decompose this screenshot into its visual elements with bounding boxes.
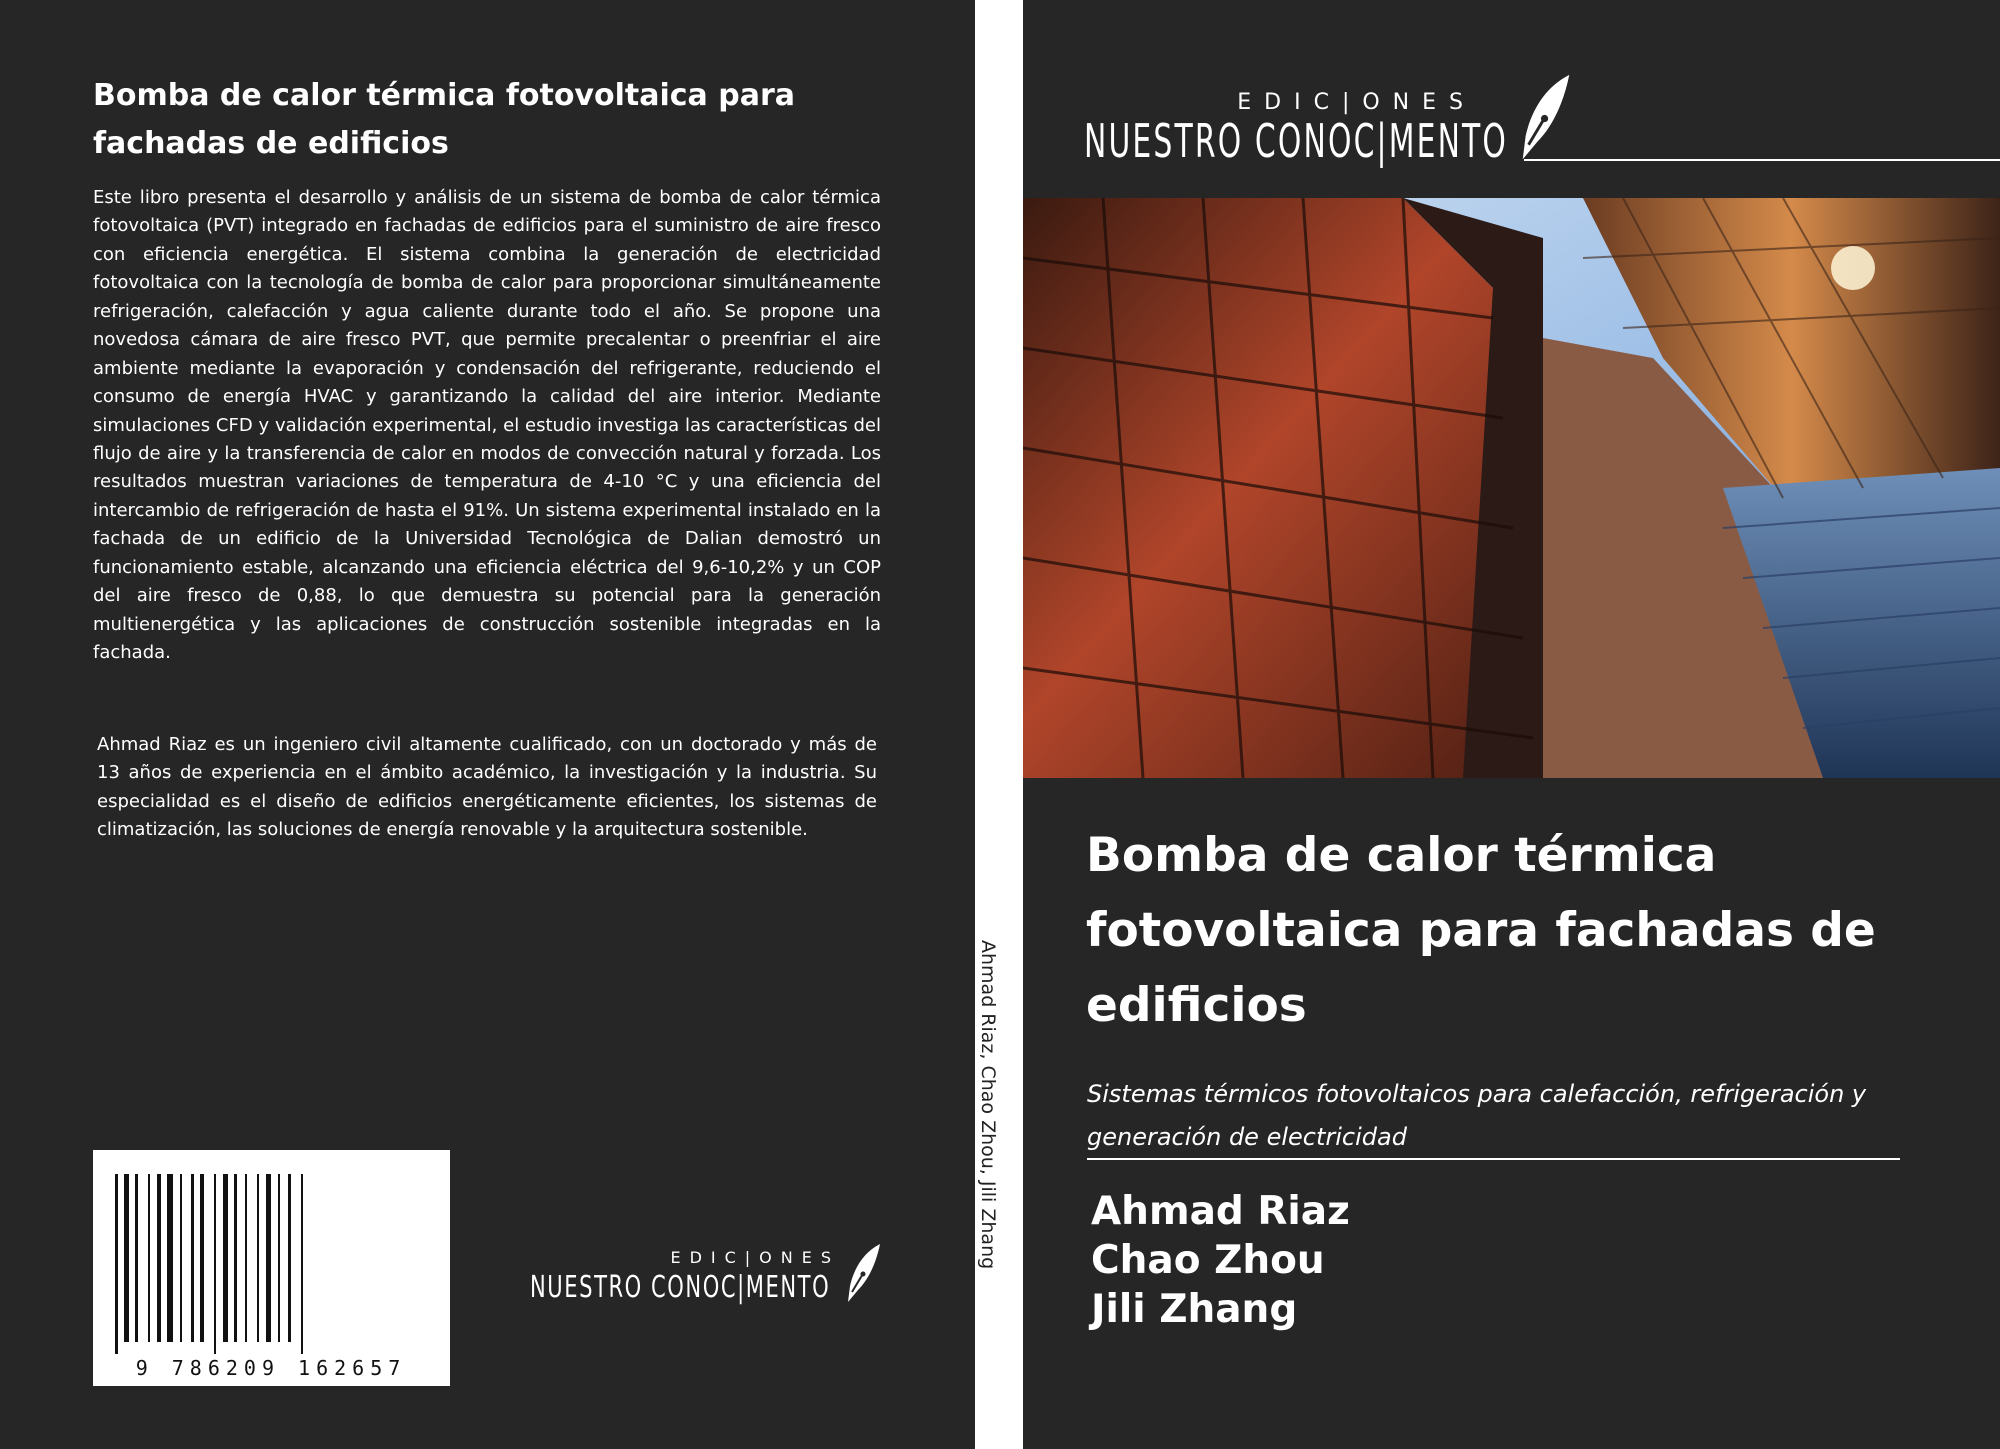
barcode-bar <box>200 1174 204 1342</box>
barcode-bar <box>278 1174 280 1342</box>
barcode-bar <box>245 1174 247 1342</box>
front-title: Bomba de calor térmica fotovoltaica para fachadas de edificios <box>1086 828 1876 1034</box>
cover-photo-skyscrapers <box>1023 198 2000 778</box>
barcode-bars <box>93 1150 450 1386</box>
barcode-bar <box>191 1174 194 1342</box>
barcode-bar <box>148 1174 150 1342</box>
subtitle-rule <box>1087 1158 1900 1160</box>
publisher-line1: EDIC|ONES <box>1237 90 1476 115</box>
barcode-bar <box>288 1174 291 1342</box>
author-list <box>1091 1188 1350 1334</box>
publisher-line1: EDIC|ONES <box>670 1248 840 1267</box>
barcode-bar <box>115 1174 118 1354</box>
barcode-bar <box>266 1174 271 1342</box>
logo-rule <box>1524 159 2000 161</box>
back-description: Este libro presenta el desarrollo y análisis de un sistema de bomba de calor térmica fotovoltaica (PVT) integrado en fachadas de edificios para el suministro de aire fresco con eficiencia energética. El sistema combina la generación de electricidad fotovoltaica con la tecnología de bomba de calor para proporcionar simultáneamente refrigeración, calefacción y agua caliente durante todo el año. Se propone una novedosa cámara de aire fresco PVT, que permite precalentar o preenfriar el aire ambiente mediante la evaporación y condensación del refrigerante, reduciendo el consumo de energía HVAC y garantizando la calidad del aire interior. Mediante simulaciones CFD y validación experimental, el estudio investiga las características del flujo de aire y la transferencia de calor en modos de convección natural y forzada. Los resultados muestran variaciones de temperatura de 4-10 °C y una eficiencia del intercambio de refrigeración de hasta el 91%. Un sistema experimental instalado en la fachada de un edificio de la Universidad Tecnológica de Dalian demostró un funcionamiento estable, alcanzando una eficiencia eléctrica del 9,6-10,2% y un COP del aire fresco de 0,88, lo que demuestra su potencial para la generación multienergética y las aplicaciones de construcción sostenible integradas en la fachada. <box>93 187 881 663</box>
front-subtitle: Sistemas térmicos fotovoltaicos para calefacción, refrigeración y generación de electricidad <box>1087 1080 1867 1152</box>
publisher-logo-back <box>530 1248 890 1308</box>
barcode-bar <box>135 1174 138 1342</box>
publisher-logo-front <box>1084 66 1944 176</box>
barcode-bar <box>180 1174 182 1342</box>
barcode-bar <box>301 1174 303 1354</box>
author-name: Chao Zhou <box>1091 1237 1325 1283</box>
publisher-line2: NUESTRO CONOC|MENTO <box>1084 114 1509 168</box>
author-bio: Ahmad Riaz es un ingeniero civil altamente cualificado, con un doctorado y más de 13 años de experiencia en el ámbito académico, la investigación y la industria. Su especialidad es el diseño de edificios energéticamente eficientes, los sistemas de climatización, las soluciones de energía renovable y la arquitectura sostenible. <box>97 734 877 841</box>
author-name: Ahmad Riaz <box>1091 1189 1350 1234</box>
author-name: Jili Zhang <box>1091 1286 1298 1332</box>
back-title: Bomba de calor térmica fotovoltaica para fachadas de edificios <box>93 78 795 161</box>
barcode-bar <box>167 1174 173 1342</box>
barcode-bar <box>257 1174 259 1342</box>
barcode-bar <box>124 1174 129 1342</box>
pen-nib-icon <box>844 1242 884 1308</box>
barcode-bar <box>234 1174 237 1342</box>
barcode-bar <box>157 1174 161 1342</box>
barcode-bar <box>214 1174 216 1354</box>
spine-authors: Ahmad Riaz, Chao Zhou, Jili Zhang <box>977 940 999 1270</box>
isbn-number: 9 786209 162657 <box>135 1356 407 1380</box>
pen-nib-icon <box>1516 72 1576 168</box>
isbn-barcode <box>93 1150 450 1386</box>
publisher-line2: NUESTRO CONOC|MENTO <box>530 1270 831 1305</box>
barcode-bar <box>223 1174 228 1342</box>
back-cover <box>0 0 975 1449</box>
